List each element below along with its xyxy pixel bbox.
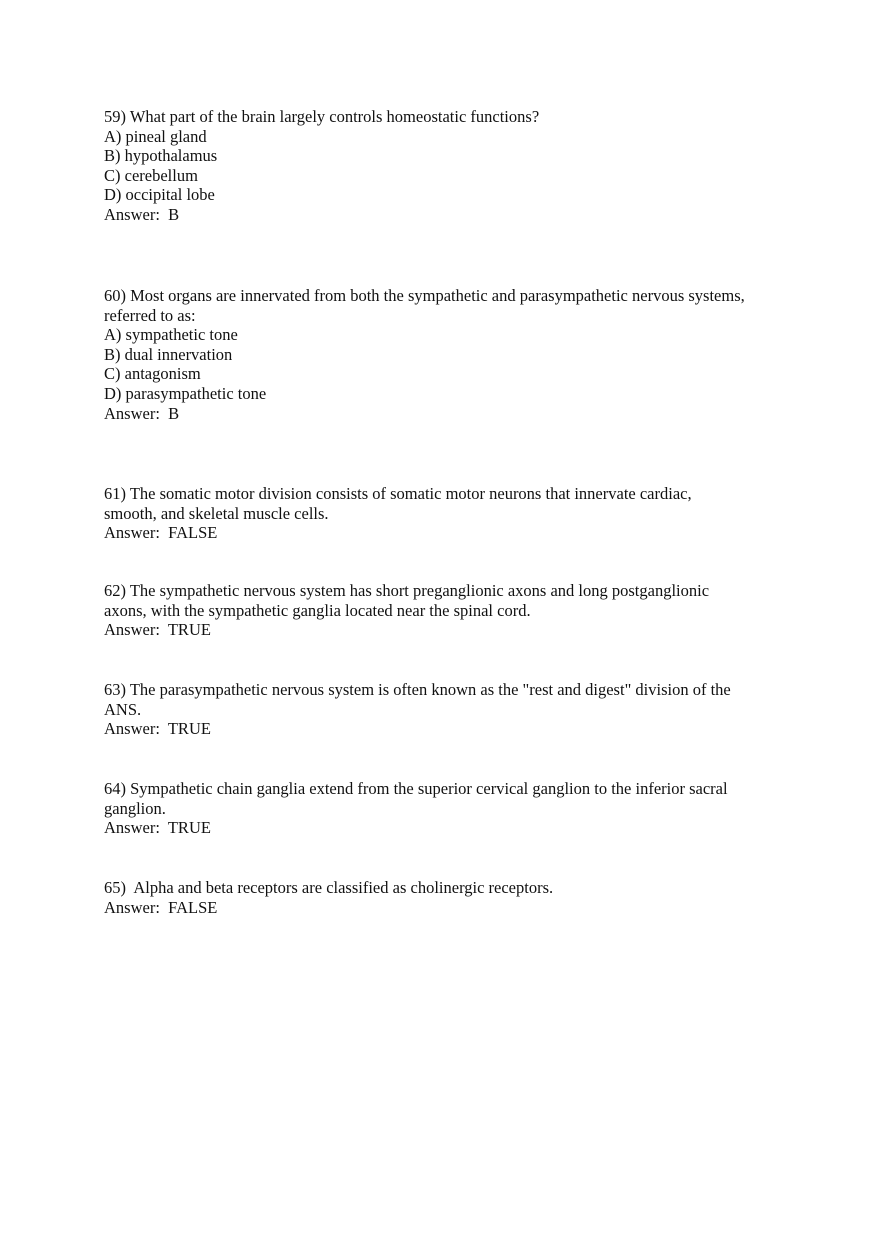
question-stem: 65) Alpha and beta receptors are classified as cholinergic receptors. bbox=[104, 878, 554, 897]
question-60 bbox=[104, 286, 794, 423]
question-63 bbox=[104, 680, 794, 739]
question-59 bbox=[104, 107, 794, 225]
answer-line: Answer: TRUE bbox=[104, 620, 211, 640]
option-a: A) sympathetic tone bbox=[104, 325, 238, 345]
question-stem: 60) Most organs are innervated from both the sympathetic and parasympathetic nervous systems, bbox=[104, 286, 745, 305]
question-61 bbox=[104, 484, 794, 543]
question-stem: 61) The somatic motor division consists of somatic motor neurons that innervate cardiac, bbox=[104, 484, 692, 503]
answer-line: Answer: TRUE bbox=[104, 719, 211, 739]
answer-line: Answer: B bbox=[104, 403, 180, 423]
option-c: C) cerebellum bbox=[104, 165, 198, 185]
question-stem-continued: smooth, and skeletal muscle cells. bbox=[104, 503, 329, 523]
question-stem: 63) The parasympathetic nervous system is often known as the "rest and digest" division of the bbox=[104, 680, 731, 699]
question-62 bbox=[104, 581, 794, 640]
question-stem-continued: axons, with the sympathetic ganglia located near the spinal cord. bbox=[104, 600, 531, 620]
question-stem-continued: ANS. bbox=[104, 699, 142, 719]
question-stem: 64) Sympathetic chain ganglia extend from the superior cervical ganglion to the inferior sacral bbox=[104, 779, 728, 798]
question-65 bbox=[104, 878, 794, 917]
option-a: A) pineal gland bbox=[104, 126, 207, 146]
question-stem: 59) What part of the brain largely controls homeostatic functions? bbox=[104, 107, 540, 126]
question-stem-continued: ganglion. bbox=[104, 798, 166, 818]
option-c: C) antagonism bbox=[104, 364, 201, 384]
answer-line: Answer: FALSE bbox=[104, 523, 218, 543]
option-d: D) parasympathetic tone bbox=[104, 383, 267, 403]
answer-line: Answer: B bbox=[104, 204, 180, 224]
question-64 bbox=[104, 779, 794, 838]
answer-line: Answer: TRUE bbox=[104, 818, 211, 838]
option-b: B) hypothalamus bbox=[104, 146, 218, 166]
answer-line: Answer: FALSE bbox=[104, 897, 218, 917]
option-b: B) dual innervation bbox=[104, 344, 233, 364]
question-stem: 62) The sympathetic nervous system has short preganglionic axons and long postganglionic bbox=[104, 581, 710, 600]
question-stem-continued: referred to as: bbox=[104, 305, 196, 325]
option-d: D) occipital lobe bbox=[104, 185, 215, 205]
